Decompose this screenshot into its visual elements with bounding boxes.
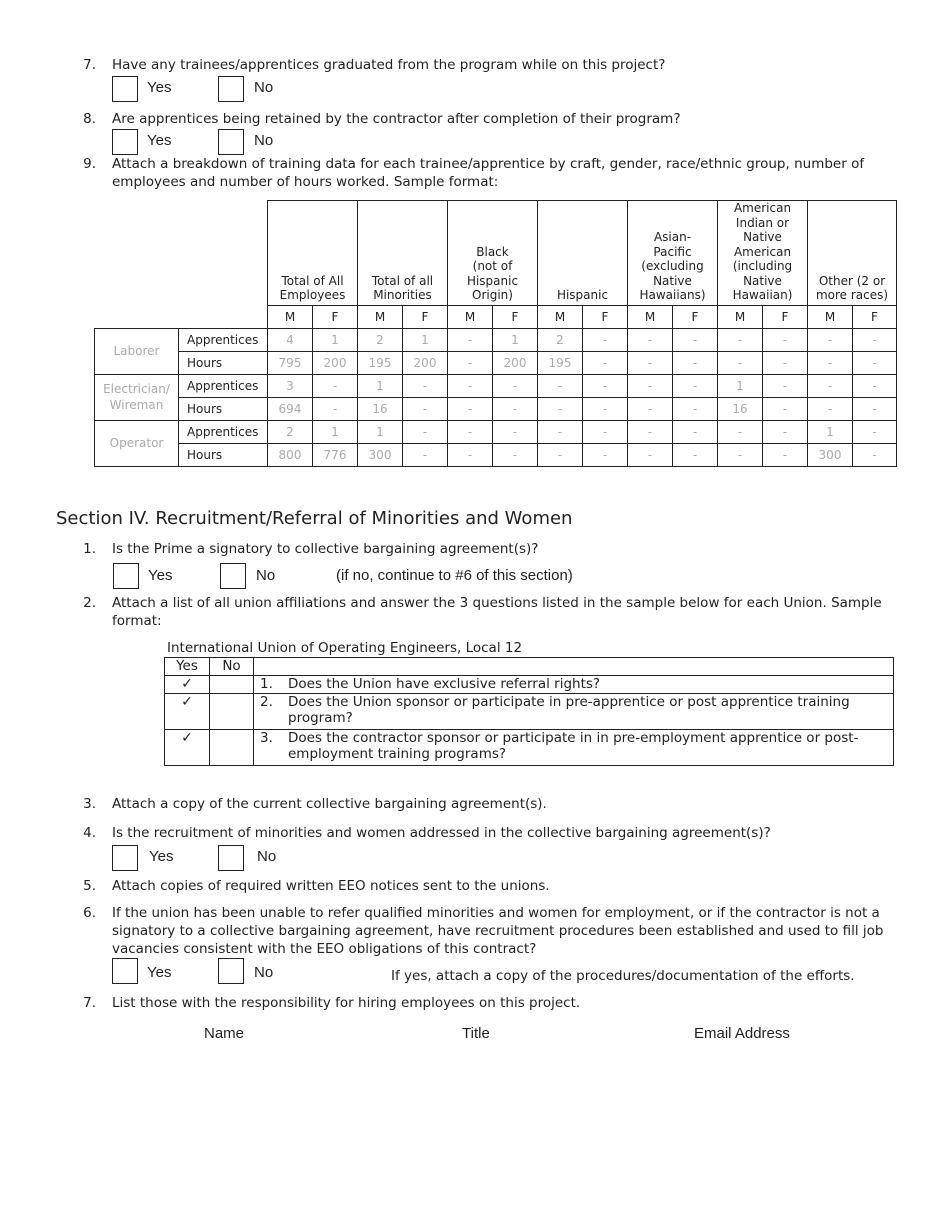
value-cell: - — [538, 397, 583, 420]
value-cell: - — [763, 351, 808, 374]
gender-m-header: M — [628, 305, 673, 328]
value-cell: - — [853, 374, 897, 397]
group-header-line: (not of — [472, 259, 513, 273]
value-cell: - — [628, 397, 673, 420]
group-header — [718, 201, 808, 306]
question-8-text: Are apprentices being retained by the contractor after completion of their program? — [112, 111, 681, 127]
table-row — [95, 420, 897, 443]
s4q6-no-label: No — [254, 964, 274, 981]
value-cell: - — [538, 443, 583, 466]
group-header — [448, 201, 538, 306]
value-cell: - — [673, 397, 718, 420]
group-header — [808, 201, 897, 306]
union-q3-line1: Does the contractor sponsor or participate in in pre-employment apprentice or post- — [288, 730, 859, 746]
union-q3-cell — [254, 730, 894, 766]
value-cell: - — [628, 420, 673, 443]
group-header-line: Total of All — [281, 273, 344, 288]
s4q1-yes-checkbox[interactable] — [113, 563, 139, 589]
value-cell: - — [673, 420, 718, 443]
value-cell: 1 — [313, 328, 358, 351]
value-cell: - — [673, 328, 718, 351]
value-cell: - — [493, 397, 538, 420]
value-cell: - — [448, 328, 493, 351]
q7-no-checkbox[interactable] — [218, 76, 244, 102]
group-header — [358, 201, 448, 306]
s4q1-yes-label: Yes — [148, 567, 173, 584]
union-q2-line2: program? — [288, 710, 353, 726]
value-cell: - — [763, 443, 808, 466]
union-q1-text: Does the Union have exclusive referral rights? — [288, 676, 601, 692]
question-7-text: Have any trainees/apprentices graduated from the program while on this project? — [112, 57, 666, 73]
group-header — [628, 201, 718, 306]
training-data-table — [94, 200, 897, 467]
value-cell: - — [628, 374, 673, 397]
gender-m-header: M — [268, 305, 313, 328]
gender-f-header: F — [673, 305, 718, 328]
section-iv-title: Section IV. Recruitment/Referral of Minorities and Women — [56, 508, 573, 529]
q8-no-label: No — [254, 132, 274, 149]
value-cell: - — [808, 328, 853, 351]
s4-question-3-text: Attach a copy of the current collective bargaining agreement(s). — [112, 796, 547, 812]
value-cell: - — [628, 351, 673, 374]
value-cell: - — [718, 328, 763, 351]
union-q2-num: 2. — [260, 694, 273, 710]
value-cell: - — [538, 374, 583, 397]
value-cell: 2 — [268, 420, 313, 443]
q8-no-checkbox[interactable] — [218, 129, 244, 155]
table-row — [95, 328, 897, 351]
gender-f-header: F — [313, 305, 358, 328]
union-q2-text — [288, 694, 850, 726]
group-header-line: (including — [732, 259, 793, 273]
value-cell: - — [448, 351, 493, 374]
union-q2-line1: Does the Union sponsor or participate in pre-apprentice or post apprentice training — [288, 694, 850, 710]
value-cell: - — [583, 351, 628, 374]
craft-name: Electrician/ Wireman — [95, 374, 179, 420]
question-9-line1: Attach a breakdown of training data for each trainee/apprentice by craft, gender, race/ethnic group, number of — [112, 156, 865, 172]
value-cell: - — [583, 397, 628, 420]
union-q2-yes-check[interactable]: ✓ — [165, 694, 210, 730]
gender-f-header: F — [403, 305, 448, 328]
value-cell: - — [493, 443, 538, 466]
union-col-no: No — [210, 658, 254, 676]
group-header-line: American — [733, 201, 792, 215]
table-corner-blank — [95, 305, 268, 328]
value-cell: 2 — [358, 328, 403, 351]
gender-m-header: M — [718, 305, 763, 328]
hiring-col-title: Title — [462, 1025, 490, 1042]
value-cell: 195 — [358, 351, 403, 374]
question-number: 2. — [83, 595, 96, 611]
s4q6-note: If yes, attach a copy of the procedures/documentation of the efforts. — [391, 968, 855, 984]
union-q3-yes-check[interactable]: ✓ — [165, 730, 210, 766]
gender-m-header: M — [538, 305, 583, 328]
union-q2-no-cell[interactable] — [210, 694, 254, 730]
union-q1-yes-check[interactable]: ✓ — [165, 676, 210, 694]
gender-m-header: M — [808, 305, 853, 328]
value-cell: - — [808, 374, 853, 397]
union-col-yes: Yes — [165, 658, 210, 676]
value-cell: - — [583, 374, 628, 397]
value-cell: 694 — [268, 397, 313, 420]
value-cell: - — [583, 420, 628, 443]
group-header-line: Indian or — [735, 215, 790, 230]
union-q1-no-cell[interactable] — [210, 676, 254, 694]
value-cell: 1 — [358, 374, 403, 397]
row-label: Apprentices — [179, 328, 268, 351]
s4q1-no-label: No — [256, 567, 276, 584]
value-cell: 800 — [268, 443, 313, 466]
s4-question-6-line1: If the union has been unable to refer qualified minorities and women for employment, or if the contractor is not a — [112, 905, 880, 921]
value-cell: 1 — [493, 328, 538, 351]
union-q3-num: 3. — [260, 730, 273, 746]
gender-m-header: M — [448, 305, 493, 328]
value-cell: - — [628, 328, 673, 351]
union-q2-cell — [254, 694, 894, 730]
value-cell: - — [853, 443, 897, 466]
value-cell: 16 — [718, 397, 763, 420]
value-cell: 1 — [403, 328, 448, 351]
row-label: Hours — [179, 397, 268, 420]
s4q6-yes-checkbox[interactable] — [112, 958, 138, 984]
group-header-line: Total of all — [371, 273, 434, 288]
value-cell: - — [448, 397, 493, 420]
table-row — [95, 374, 897, 397]
row-label: Hours — [179, 443, 268, 466]
value-cell: 795 — [268, 351, 313, 374]
group-header-line: Black — [476, 244, 509, 259]
value-cell: 1 — [313, 420, 358, 443]
value-cell: - — [313, 397, 358, 420]
value-cell: - — [673, 351, 718, 374]
group-header-line: Other (2 or — [818, 273, 886, 288]
s4-question-2-line1: Attach a list of all union affiliations and answer the 3 questions listed in the sample below for each Union. Sample — [112, 595, 882, 611]
value-cell: 776 — [313, 443, 358, 466]
value-cell: - — [538, 420, 583, 443]
question-number: 4. — [83, 825, 96, 841]
question-number: 9. — [83, 156, 96, 172]
value-cell: 3 — [268, 374, 313, 397]
group-header-line: Hispanic — [556, 288, 609, 302]
question-number: 1. — [83, 541, 96, 557]
value-cell: - — [763, 397, 808, 420]
gender-f-header: F — [493, 305, 538, 328]
q8-yes-checkbox[interactable] — [112, 129, 138, 155]
s4q1-note: (if no, continue to #6 of this section) — [336, 567, 573, 584]
value-cell: - — [403, 374, 448, 397]
hiring-col-email: Email Address — [694, 1025, 790, 1042]
question-number: 7. — [83, 57, 96, 73]
value-cell: - — [448, 374, 493, 397]
value-cell: - — [448, 443, 493, 466]
value-cell: 4 — [268, 328, 313, 351]
union-q3-text — [288, 730, 858, 762]
s4q4-no-label: No — [257, 848, 277, 865]
s4-question-6-line2: signatory to a collective bargaining agreement, have recruitment procedures been established and used to fill job — [112, 923, 884, 939]
value-cell: - — [493, 374, 538, 397]
union-q1-num: 1. — [260, 676, 273, 692]
row-label: Apprentices — [179, 420, 268, 443]
value-cell: - — [403, 420, 448, 443]
gender-f-header: F — [853, 305, 897, 328]
row-label: Apprentices — [179, 374, 268, 397]
group-header-line: Hawaiians) — [639, 288, 706, 302]
q7-yes-checkbox[interactable] — [112, 76, 138, 102]
q7-yes-label: Yes — [147, 79, 172, 96]
value-cell: - — [493, 420, 538, 443]
value-cell: 16 — [358, 397, 403, 420]
s4-question-5-text: Attach copies of required written EEO notices sent to the unions. — [112, 878, 550, 894]
question-9-line2: employees and number of hours worked. Sample format: — [112, 174, 499, 190]
s4q6-yes-label: Yes — [147, 964, 172, 981]
group-header-line: Native — [743, 230, 782, 244]
value-cell: 1 — [358, 420, 403, 443]
value-cell: - — [763, 374, 808, 397]
value-cell: - — [403, 397, 448, 420]
group-header-line: more races) — [815, 288, 889, 302]
union-q3-no-cell[interactable] — [210, 730, 254, 766]
value-cell: - — [808, 397, 853, 420]
value-cell: 200 — [493, 351, 538, 374]
value-cell: - — [853, 397, 897, 420]
union-table-caption: International Union of Operating Engineers, Local 12 — [167, 640, 523, 656]
union-q3-line2: employment training programs? — [288, 746, 507, 762]
value-cell: - — [718, 351, 763, 374]
s4-question-7-text: List those with the responsibility for hiring employees on this project. — [112, 995, 581, 1011]
value-cell: - — [808, 351, 853, 374]
row-label: Hours — [179, 351, 268, 374]
hiring-col-name: Name — [204, 1025, 245, 1042]
group-header-line: Asian- — [653, 230, 692, 244]
gender-m-header: M — [358, 305, 403, 328]
s4q1-no-checkbox[interactable] — [220, 563, 246, 589]
union-q1-cell — [254, 676, 894, 694]
value-cell: - — [853, 351, 897, 374]
value-cell: - — [853, 420, 897, 443]
s4-question-4-text: Is the recruitment of minorities and women addressed in the collective bargaining agreement(s)? — [112, 825, 771, 841]
q7-no-label: No — [254, 79, 274, 96]
value-cell: 300 — [808, 443, 853, 466]
value-cell: - — [583, 328, 628, 351]
value-cell: 195 — [538, 351, 583, 374]
value-cell: 300 — [358, 443, 403, 466]
group-header-line: American — [733, 244, 792, 259]
table-row — [95, 443, 897, 466]
s4q4-no-checkbox[interactable] — [218, 845, 244, 871]
union-col-question-header — [254, 658, 894, 676]
value-cell: - — [448, 420, 493, 443]
value-cell: - — [583, 443, 628, 466]
craft-name: Operator — [95, 420, 179, 466]
question-number: 8. — [83, 111, 96, 127]
value-cell: - — [763, 420, 808, 443]
group-header-line: (excluding — [641, 259, 704, 273]
table-row — [95, 351, 897, 374]
s4q6-no-checkbox[interactable] — [218, 958, 244, 984]
s4-question-6-line3: vacancies consistent with the EEO obligations of this contract? — [112, 941, 537, 957]
gender-f-header: F — [583, 305, 628, 328]
value-cell: - — [628, 443, 673, 466]
value-cell: - — [853, 328, 897, 351]
s4-question-2-line2: format: — [112, 613, 162, 629]
value-cell: - — [403, 443, 448, 466]
table-corner-blank — [95, 201, 268, 306]
group-header-line: Hawaiian) — [732, 288, 793, 302]
value-cell: 2 — [538, 328, 583, 351]
union-questions-table — [164, 657, 894, 766]
group-header-line: Pacific — [653, 244, 692, 259]
group-header — [538, 201, 628, 306]
question-number: 6. — [83, 905, 96, 921]
question-number: 5. — [83, 878, 96, 894]
value-cell: 200 — [313, 351, 358, 374]
value-cell: 1 — [718, 374, 763, 397]
s4q4-yes-label: Yes — [149, 848, 174, 865]
table-row — [95, 397, 897, 420]
value-cell: - — [673, 443, 718, 466]
group-header — [268, 201, 358, 306]
value-cell: - — [763, 328, 808, 351]
group-header-line: Native — [743, 273, 782, 288]
value-cell: - — [718, 420, 763, 443]
value-cell: 1 — [808, 420, 853, 443]
group-header-line: Hispanic — [466, 273, 519, 288]
s4q4-yes-checkbox[interactable] — [112, 845, 138, 871]
group-header-line: Origin) — [472, 288, 513, 302]
value-cell: - — [718, 443, 763, 466]
value-cell: - — [313, 374, 358, 397]
s4-question-1-text: Is the Prime a signatory to collective bargaining agreement(s)? — [112, 541, 539, 557]
value-cell: - — [673, 374, 718, 397]
group-header-line: Minorities — [373, 288, 432, 302]
craft-name: Laborer — [95, 328, 179, 374]
q8-yes-label: Yes — [147, 132, 172, 149]
gender-f-header: F — [763, 305, 808, 328]
value-cell: 200 — [403, 351, 448, 374]
question-number: 3. — [83, 796, 96, 812]
group-header-line: Employees — [279, 288, 346, 302]
question-number: 7. — [83, 995, 96, 1011]
group-header-line: Native — [653, 273, 692, 288]
